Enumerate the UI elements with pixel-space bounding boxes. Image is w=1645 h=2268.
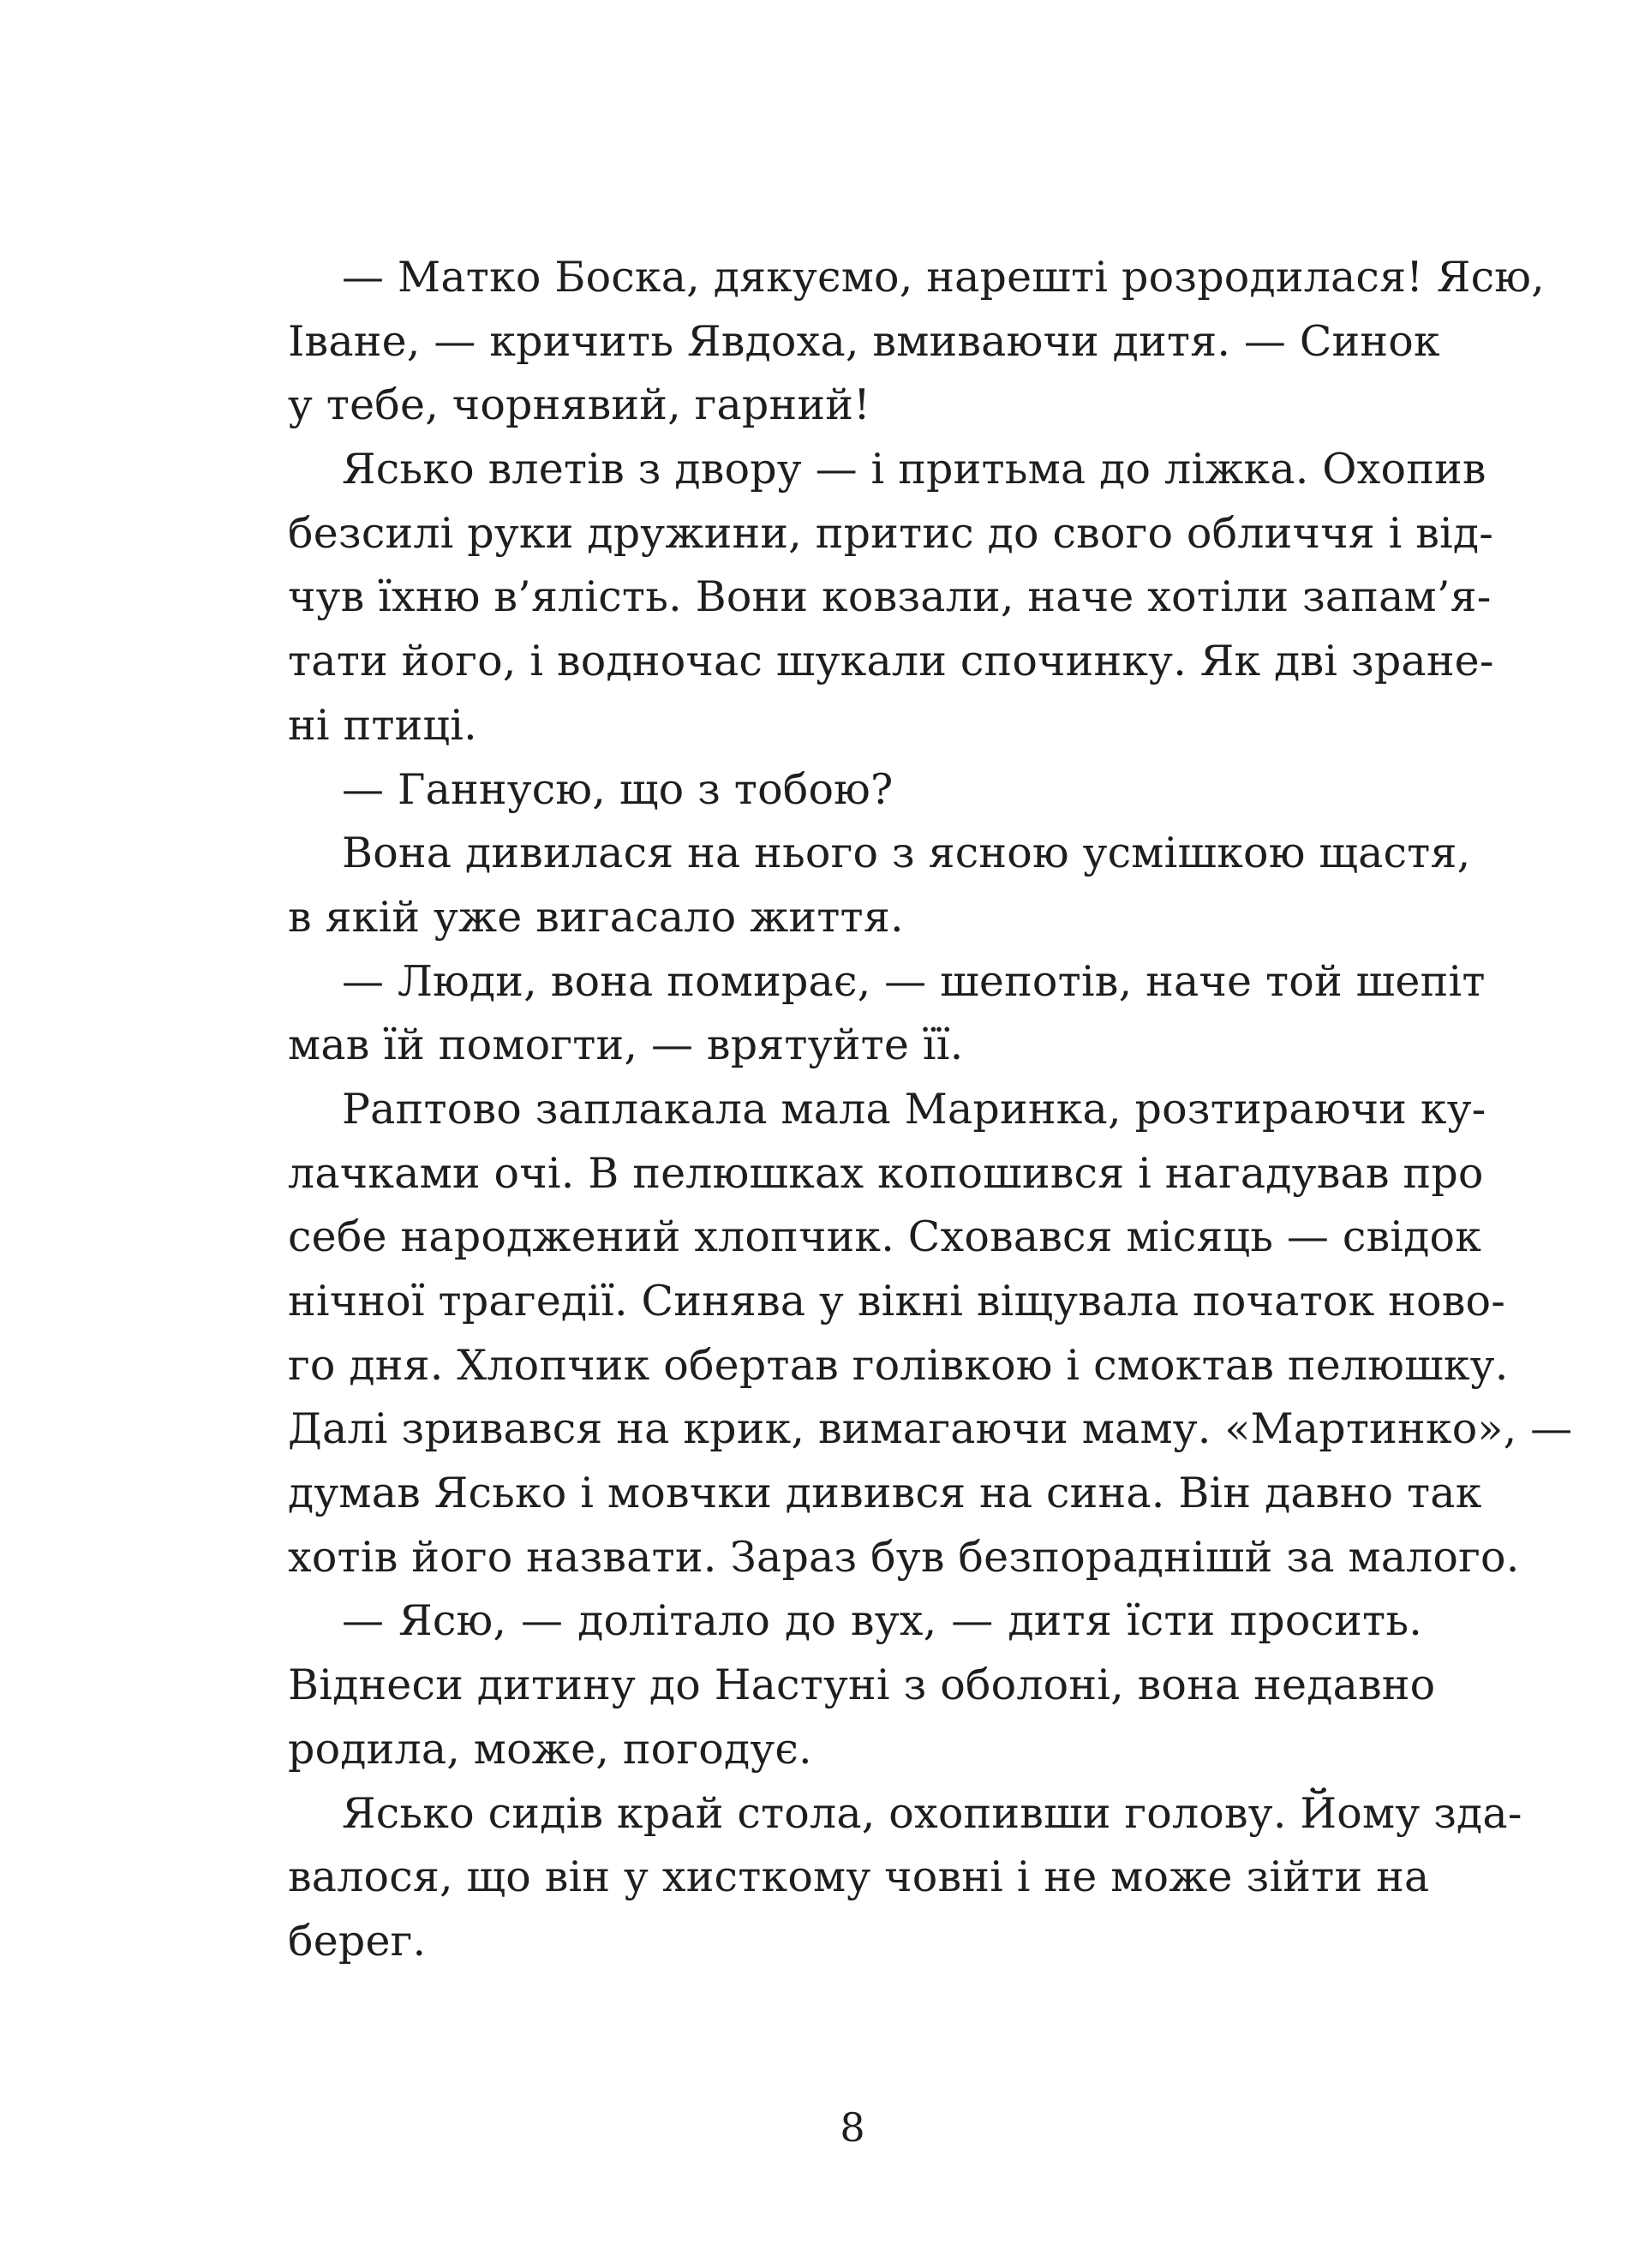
text-line: чув їхню в’ялість. Вони ковзали, наче хотіли запам’я-: [288, 572, 1492, 622]
text-line: Іване, — кричить Явдоха, вмиваючи дитя. — Синок: [288, 316, 1440, 366]
text-line: ні птиці.: [288, 700, 477, 750]
text-line: Вона дивилася на нього з ясною усмішкою щастя,: [342, 829, 1471, 878]
paragraph: [288, 950, 1486, 1078]
text-line: берег.: [288, 1916, 427, 1966]
text-line: себе народжений хлопчик. Сховався місяць — свідок: [288, 1212, 1482, 1262]
paragraph: [288, 822, 1471, 949]
text-line: Ясько сидів край стола, охопивши голову. Йому зда-: [342, 1788, 1522, 1838]
text-line: безсилі руки дружини, притис до свого обличчя і від-: [288, 508, 1494, 558]
text-line: го дня. Хлопчик обертав голівкою і смоктав пелюшку.: [288, 1340, 1509, 1390]
text-line: — Матко Боска, дякуємо, нарешті розродилася! Ясю,: [342, 253, 1545, 302]
text-line: мав їй помогти, — врятуйте її.: [288, 1020, 964, 1070]
paragraph: [288, 1782, 1522, 1974]
text-line: Раптово заплакала мала Маринка, розтираючи ку-: [342, 1084, 1486, 1134]
text-line: валося, що він у хисткому човні і не може зійти на: [288, 1852, 1430, 1902]
paragraph: [288, 246, 1545, 438]
text-line: лачками очі. В пелюшках копошився і нагадував про: [288, 1148, 1484, 1198]
text-line: тати його, і водночас шукали спочинку. Як дві зране-: [288, 637, 1494, 686]
text-line: у тебе, чорнявий, гарний!: [288, 380, 870, 430]
text-line: думав Ясько і мовчки дивився на сина. Він давно так: [288, 1469, 1482, 1518]
paragraph: [288, 1589, 1436, 1781]
body-text: [288, 246, 1573, 1974]
text-line: Ясько влетів з двору — і притьма до ліжка. Охопив: [342, 445, 1486, 494]
text-line: — Люди, вона помирає, — шепотів, наче той шепіт: [342, 956, 1486, 1006]
paragraph: [288, 438, 1494, 757]
text-line: — Ясю, — долітало до вух, — дитя їсти просить.: [342, 1596, 1422, 1646]
text-line: в якій уже вигасало життя.: [288, 892, 904, 942]
text-line: родила, може, погодує.: [288, 1724, 812, 1774]
text-line: — Ганнусю, що з тобою?: [342, 764, 894, 814]
text-line: Віднеси дитину до Настуні з оболоні, вона недавно: [288, 1661, 1436, 1710]
text-line: Далі зривався на крик, вимагаючи маму. «Мартинко», —: [288, 1404, 1573, 1454]
paragraph: [288, 758, 1422, 823]
page-number: 8: [840, 2104, 865, 2151]
paragraph: [288, 1078, 1573, 1590]
text-line: хотів його назвати. Зараз був безпораднішй за малого.: [288, 1532, 1520, 1582]
text-line: нічної трагедії. Синява у вікні віщувала початок ново-: [288, 1277, 1505, 1325]
